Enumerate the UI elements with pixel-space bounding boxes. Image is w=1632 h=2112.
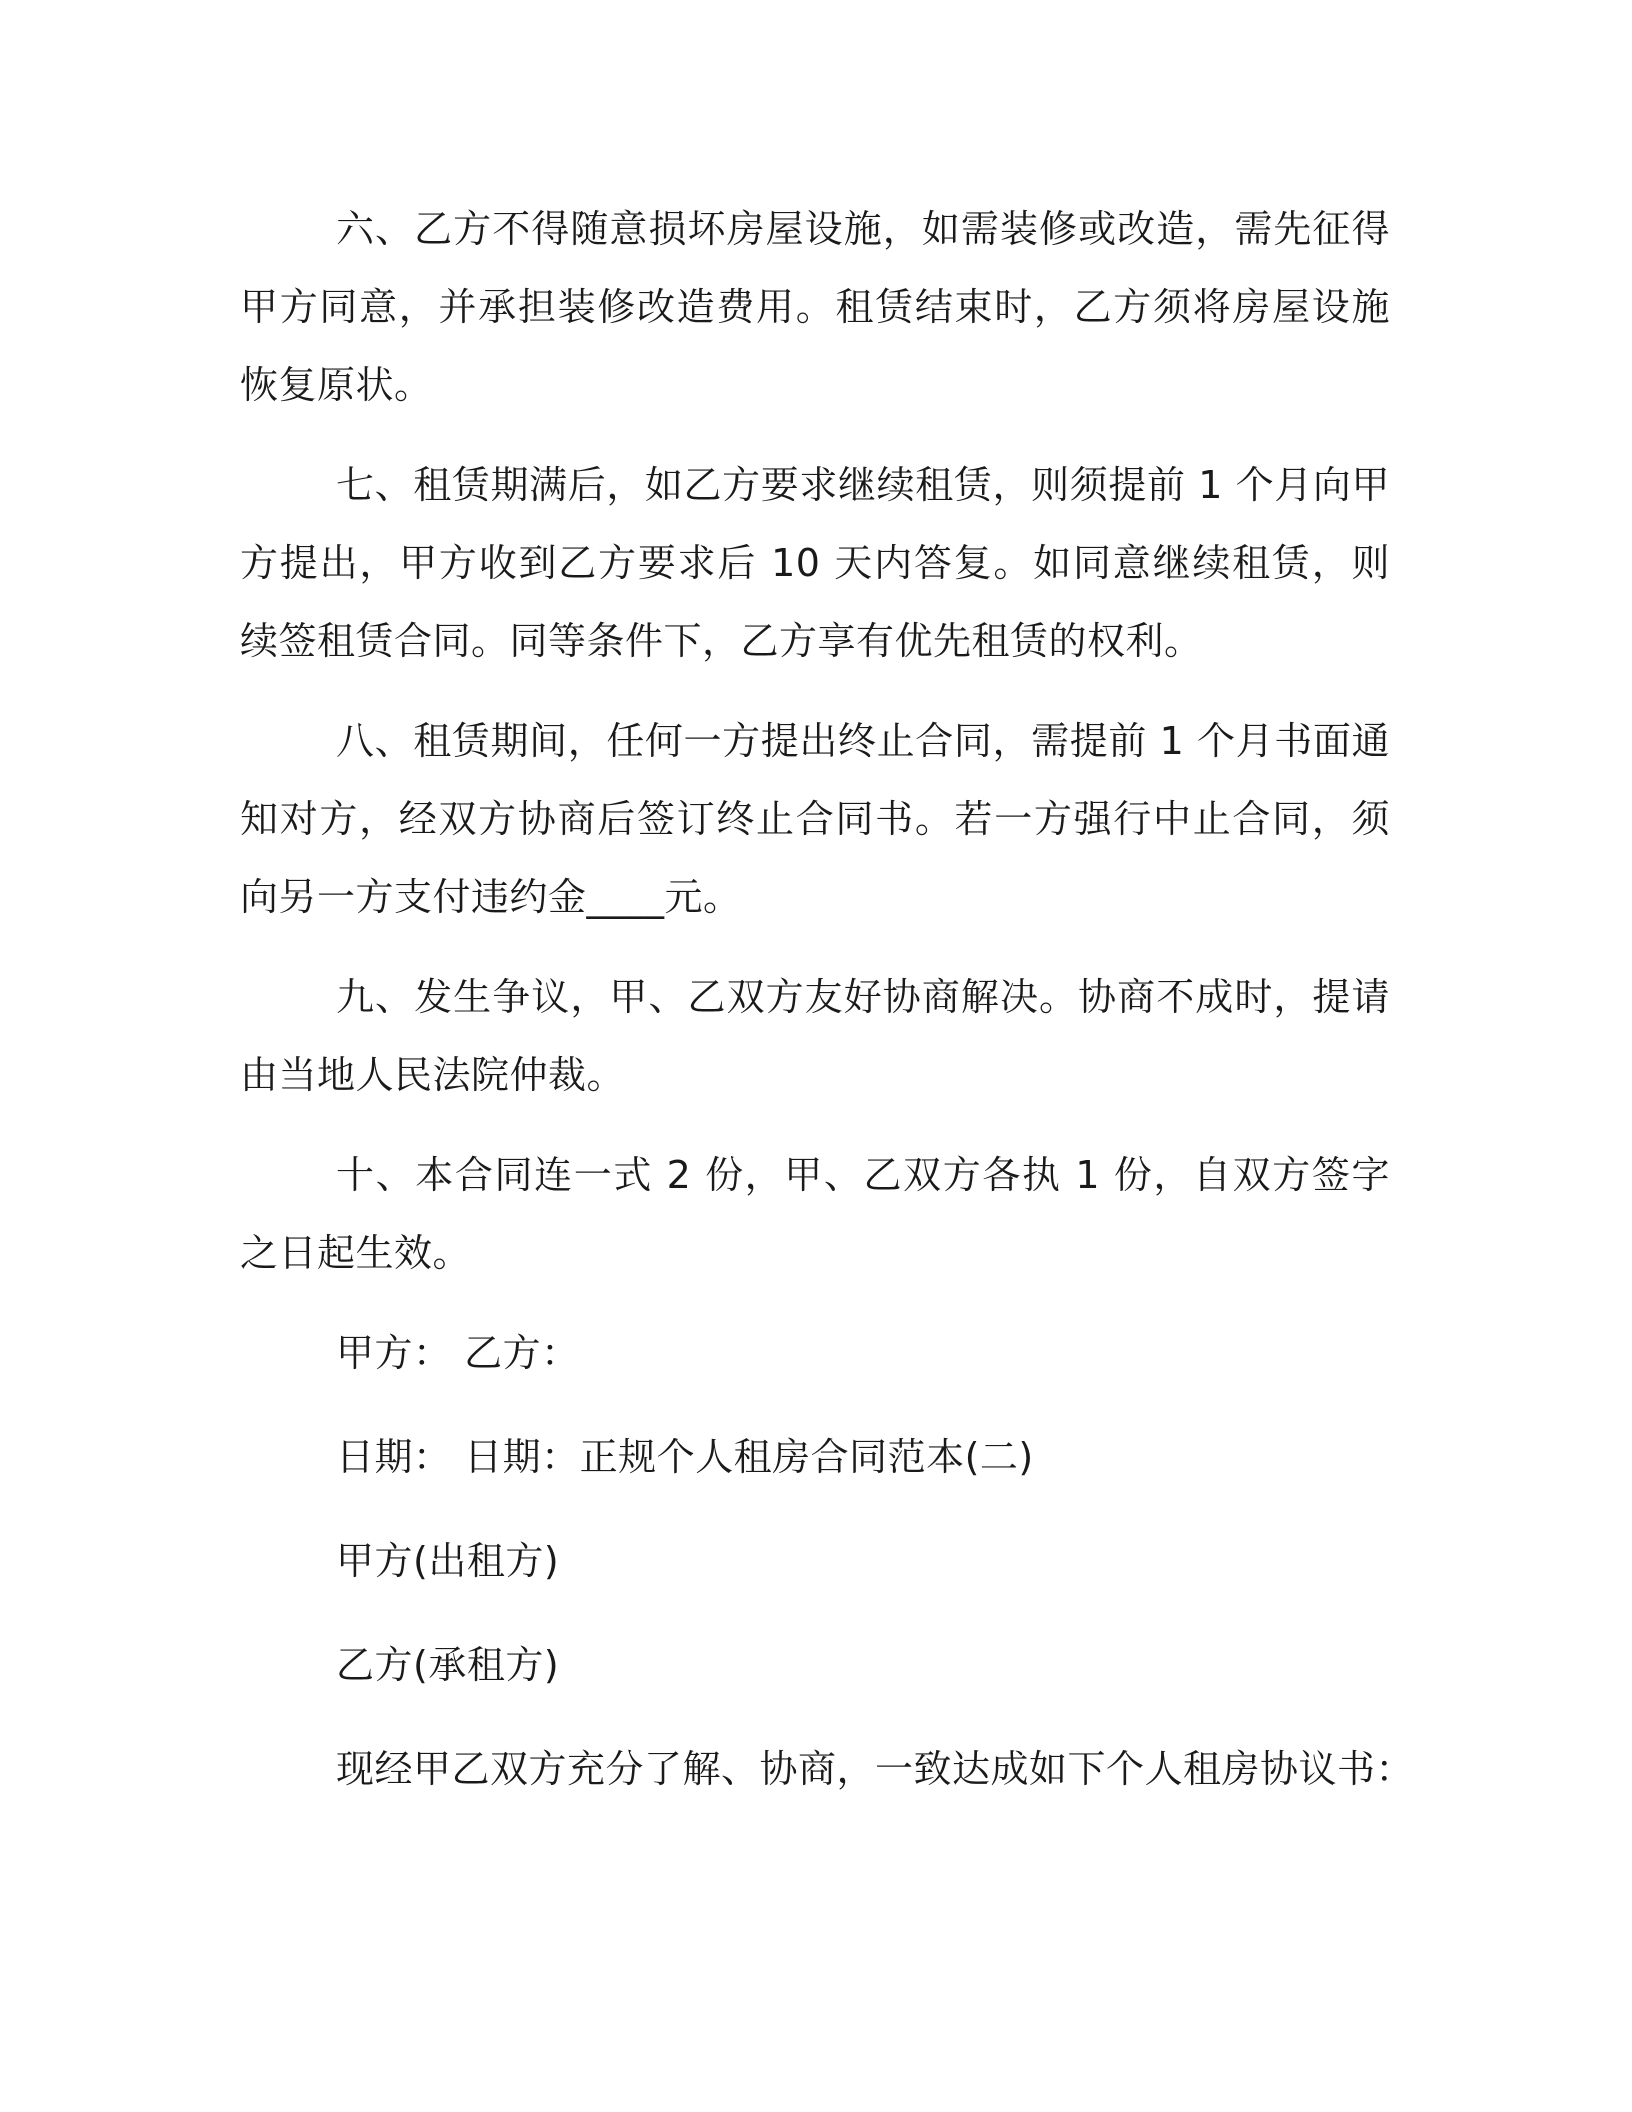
signature-line: 甲方： 乙方：	[336, 1331, 580, 1375]
clause-8: 八、租赁期间，任何一方提出终止合同，需提前 1 个月书面通知对方，经双方协商后签订终止合同书。若一方强行中止合同，须向另一方支付违约金____元。	[240, 719, 1390, 919]
date-line: 日期： 日期：正规个人租房合同范本(二)	[336, 1435, 1034, 1479]
party-b-label: 乙方(承租方)	[336, 1643, 560, 1687]
agreement-intro: 现经甲乙双方充分了解、协商，一致达成如下个人租房协议书：	[336, 1747, 1415, 1791]
clause-6: 六、乙方不得随意损坏房屋设施，如需装修或改造，需先征得甲方同意，并承担装修改造费用。租赁结束时，乙方须将房屋设施恢复原状。	[240, 207, 1390, 407]
party-a-label: 甲方(出租方)	[336, 1539, 560, 1583]
clause-7: 七、租赁期满后，如乙方要求继续租赁，则须提前 1 个月向甲方提出，甲方收到乙方要求后 10 天内答复。如同意继续租赁，则续签租赁合同。同等条件下，乙方享有优先租赁的权利。	[240, 463, 1390, 663]
document-page	[240, 190, 1415, 1834]
clause-9: 九、发生争议，甲、乙双方友好协商解决。协商不成时，提请由当地人民法院仲裁。	[240, 975, 1390, 1097]
clause-10: 十、本合同连一式 2 份，甲、乙双方各执 1 份，自双方签字之日起生效。	[240, 1153, 1390, 1275]
